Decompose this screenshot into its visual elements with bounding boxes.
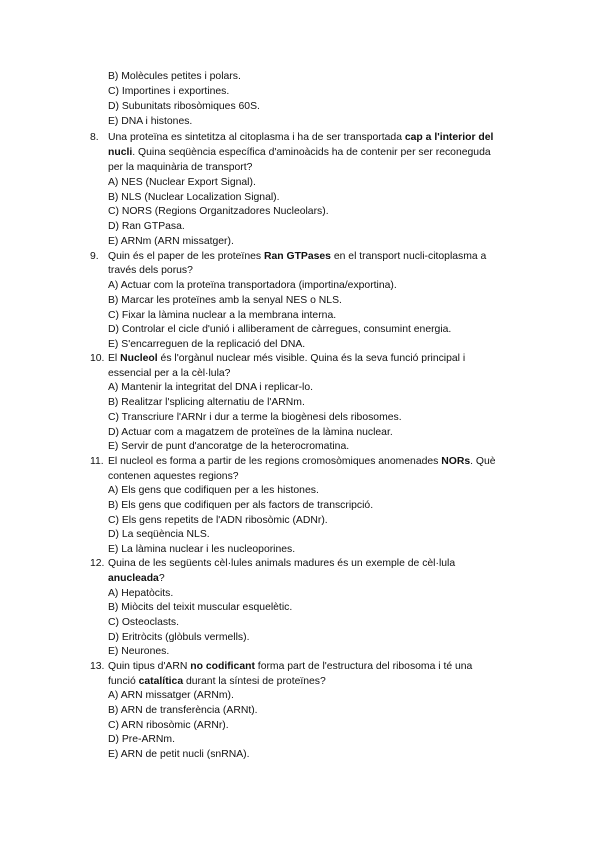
question-number: 11. xyxy=(90,456,104,467)
option-text: E) ARNm (ARN missatger). xyxy=(108,236,234,247)
option-text: E) Neurones. xyxy=(108,646,170,657)
question-number: 12. xyxy=(90,558,105,569)
option-text: B) Molècules petites i polars. xyxy=(108,71,241,82)
option-text: C) Transcriure l'ARNr i dur a terme la biogènesi dels ribosomes. xyxy=(108,412,402,423)
option-text: E) S'encarreguen de la replicació del DNA. xyxy=(108,339,306,350)
option-text: C) Osteoclasts. xyxy=(108,617,180,628)
option-text: D) Eritròcits (glòbuls vermells). xyxy=(108,632,250,643)
option-text: C) Els gens repetits de l'ADN ribosòmic (ADNr). xyxy=(108,515,328,526)
option-text: A) Mantenir la integritat del DNA i replicar-lo. xyxy=(108,382,314,393)
option-text: B) Marcar les proteïnes amb la senyal NES o NLS. xyxy=(108,295,342,306)
question-text-line: nucli. Quina seqüència específica d'aminoàcids ha de contenir per ser reconeguda xyxy=(108,147,491,158)
question-text-line: El Nucleol és l'orgànul nuclear més visible. Quina és la seva funció principal i xyxy=(108,353,466,364)
option-text: D) Controlar el cicle d'unió i alliberament de càrregues, consumint energia. xyxy=(108,324,452,335)
question-text-line: El nucleol es forma a partir de les regions cromosòmiques anomenades NORs. Què xyxy=(108,456,496,467)
question-text-line: Quin tipus d'ARN no codificant forma part de l'estructura del ribosoma i té una xyxy=(108,661,473,672)
option-text: E) Servir de punt d'ancoratge de la heterocromatina. xyxy=(108,441,350,452)
option-text: D) Actuar com a magatzem de proteïnes de la làmina nuclear. xyxy=(108,427,393,438)
question-text-line: Una proteïna es sintetitza al citoplasma i ha de ser transportada cap a l'interior del xyxy=(108,132,494,143)
option-text: A) ARN missatger (ARNm). xyxy=(108,690,234,701)
option-text: B) Els gens que codifiquen per als factors de transcripció. xyxy=(108,500,374,511)
question-text-line: per la maquinària de transport? xyxy=(108,162,253,173)
question-text-line: contenen aquestes regions? xyxy=(108,471,239,482)
question-text-line: anucleada? xyxy=(108,573,165,584)
question-number: 10. xyxy=(90,353,105,364)
option-text: B) Miòcits del teixit muscular esquelètic. xyxy=(108,602,293,613)
option-text: A) NES (Nuclear Export Signal). xyxy=(108,177,256,188)
option-text: E) ARN de petit nucli (snRNA). xyxy=(108,749,250,760)
option-text: A) Els gens que codifiquen per a les histones. xyxy=(108,485,319,496)
option-text: B) Realitzar l'splicing alternatiu de l'ARNm. xyxy=(108,397,305,408)
question-text-line: Quin és el paper de les proteïnes Ran GTPases en el transport nucli-citoplasma a xyxy=(108,251,487,262)
option-text: D) Pre-ARNm. xyxy=(108,734,175,745)
option-text: C) ARN ribosòmic (ARNr). xyxy=(108,720,229,731)
option-text: A) Hepatòcits. xyxy=(108,588,174,599)
option-text: B) ARN de transferència (ARNt). xyxy=(108,705,258,716)
option-text: D) Ran GTPasa. xyxy=(108,221,185,232)
option-text: B) NLS (Nuclear Localization Signal). xyxy=(108,192,280,203)
question-number: 9. xyxy=(90,251,99,262)
option-text: E) La làmina nuclear i les nucleoporines. xyxy=(108,544,296,555)
question-text-line: Quina de les següents cèl·lules animals madures és un exemple de cèl·lula xyxy=(108,558,456,569)
option-text: A) Actuar com la proteïna transportadora (importina/exportina). xyxy=(108,280,397,291)
option-text: C) Importines i exportines. xyxy=(108,86,230,97)
option-text: C) NORS (Regions Organitzadores Nucleolars). xyxy=(108,206,329,217)
option-text: E) DNA i histones. xyxy=(108,116,193,127)
question-number: 13. xyxy=(90,661,105,672)
question-number: 8. xyxy=(90,132,99,143)
option-text: C) Fixar la làmina nuclear a la membrana interna. xyxy=(108,310,337,321)
option-text: D) La seqüència NLS. xyxy=(108,529,210,540)
option-text: D) Subunitats ribosòmiques 60S. xyxy=(108,101,260,112)
question-text-line: funció catalítica durant la síntesi de proteïnes? xyxy=(108,676,326,687)
question-text-line: essencial per a la cèl·lula? xyxy=(108,368,231,379)
question-text-line: través dels porus? xyxy=(108,265,193,276)
